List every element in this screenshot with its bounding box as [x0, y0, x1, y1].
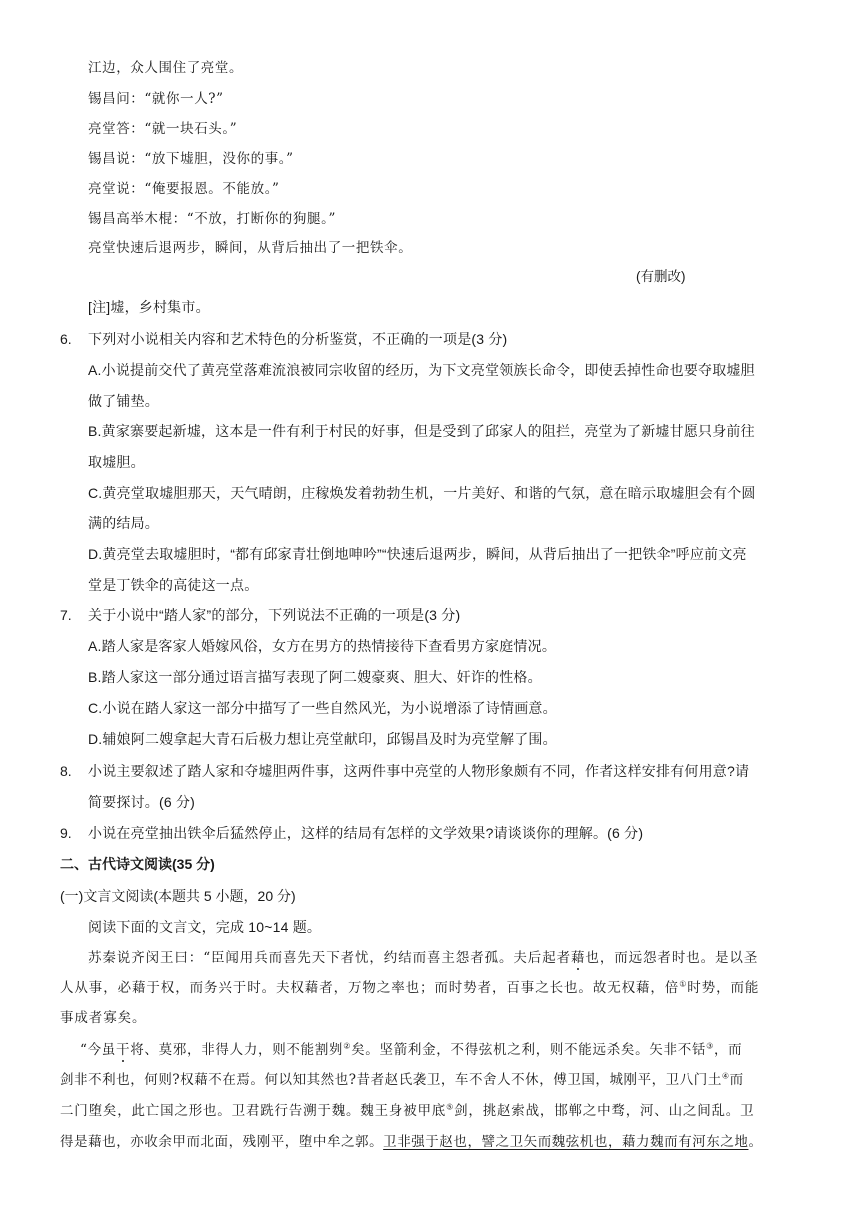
question-number: 7. — [60, 607, 72, 623]
option-c-cont: 满的结局。 — [88, 515, 159, 531]
option-b: B.黄家寨要起新墟，这本是一件有利于村民的好事，但是受到了邱家人的阻拦，亮堂为了新墟甘愿只身前往 — [88, 423, 755, 439]
dotted-char: 藉 — [571, 950, 586, 966]
edit-note: (有删改) — [636, 269, 686, 284]
footnote-marker: ① — [679, 979, 688, 989]
story-line: 亮堂快速后退两步，瞬间，从背后抽出了一把铁伞。 — [88, 240, 413, 256]
option-d-cont: 堂是丁铁伞的高徒这一点。 — [88, 577, 259, 593]
option-c: C.黄亮堂取墟胆那天，天气晴朗，庄稼焕发着勃勃生机，一片美好、和谐的气氛，意在暗示取墟胆会有个圆 — [88, 485, 756, 501]
footnote-marker: ④ — [721, 1071, 730, 1081]
passage-line: 事成者寡矣。 — [60, 1010, 147, 1026]
passage-line: 人从事，必藉于权，而务兴于时。夫权藉者，万物之率也；而时势者，百事之长也。故无权藉，倍①时势，而能 — [60, 979, 760, 996]
story-line: 亮堂说：“俺要报恩。不能放。” — [88, 181, 280, 197]
question-stem: 下列对小说相关内容和艺术特色的分析鉴赏，不正确的一项是(3 分) — [88, 331, 508, 347]
question-stem: 小说主要叙述了踏人家和夺墟胆两件事，这两件事中亮堂的人物形象颇有不同，作者这样安排有何用意?请 — [88, 763, 750, 779]
footnote-marker: ② — [343, 1041, 352, 1051]
dotted-char: 干 — [116, 1042, 131, 1058]
question-stem: 关于小说中“踏人家”的部分，下列说法不正确的一项是(3 分) — [88, 607, 461, 623]
footnote-marker: ⑤ — [446, 1102, 455, 1112]
question-number: 6. — [60, 331, 72, 347]
passage-line: 剑非不利也，何则?权藉不在焉。何以知其然也?昔者赵氏袭卫，车不舍人不休，傅卫国，城刚平，卫八门土④而 — [60, 1071, 744, 1088]
option-a: A.踏人家是客家人婚嫁风俗，女方在男方的热情接待下查看男方家庭情况。 — [88, 638, 557, 654]
passage-line: 得是藉也，亦收余甲而北面，残刚平，堕中牟之郭。卫非强于赵也，譬之卫矢而魏弦机也，藉力魏而有河东之地。 — [60, 1134, 763, 1150]
footnote: [注]墟，乡村集市。 — [88, 299, 210, 315]
question-stem: 小说在亮堂抽出铁伞后猛然停止，这样的结局有怎样的文学效果?请谈谈你的理解。(6 分) — [88, 825, 644, 841]
story-line: 锡昌说：“放下墟胆，没你的事。” — [88, 151, 294, 167]
story-line: 锡昌高举木棍：“不放，打断你的狗腿。” — [88, 211, 336, 227]
underlined-sentence: 卫非强于赵也，譬之卫矢而魏弦机也，藉力魏而有河东之地 — [383, 1134, 749, 1150]
option-a: A.小说提前交代了黄亮堂落难流浪被同宗收留的经历，为下文亮堂领族长命令，即使丢掉性命也要夺取墟胆 — [88, 362, 755, 378]
option-b: B.踏人家这一部分通过语言描写表现了阿二嫂豪爽、胆大、奸诈的性格。 — [88, 669, 542, 685]
passage-line: 二门堕矣，此亡国之形也。卫君跣行告溯于魏。魏王身被甲底⑤剑，挑赵索战，邯郸之中骛，河、山之间乱。卫 — [60, 1102, 755, 1119]
footnote-marker: ③ — [706, 1041, 714, 1051]
question-number: 9. — [60, 825, 72, 841]
section-instruction: 阅读下面的文言文，完成 10~14 题。 — [88, 919, 322, 935]
story-line: 亮堂答：“就一块石头。” — [88, 121, 238, 137]
option-b-cont: 取墟胆。 — [88, 454, 145, 470]
story-line: 锡昌问：“就你一人?” — [88, 91, 224, 107]
option-d: D.黄亮堂去取墟胆时，“都有邱家青壮倒地呻吟”“快速后退两步，瞬间，从背后抽出了一把铁伞”呼应前文亮 — [88, 546, 747, 562]
story-line: 江边，众人围住了亮堂。 — [88, 60, 244, 76]
option-d: D.辅娘阿二嫂拿起大青石后极力想让亮堂献印，邱锡昌及时为亮堂解了围。 — [88, 731, 557, 747]
option-c: C.小说在踏人家这一部分中描写了一些自然风光，为小说增添了诗情画意。 — [88, 700, 557, 716]
section-title: 二、古代诗文阅读(35 分) — [60, 856, 215, 872]
passage-line: 苏秦说齐闵王曰：“臣闻用兵而喜先天下者忧，约结而喜主怨者孤。夫后起者藉也，而远怨者时也。是以圣 — [88, 950, 759, 966]
question-stem-cont: 简要探讨。(6 分) — [88, 794, 195, 810]
option-a-cont: 做了铺垫。 — [88, 393, 159, 409]
question-number: 8. — [60, 763, 72, 779]
section-subtitle: (一)文言文阅读(本题共 5 小题，20 分) — [60, 888, 296, 904]
passage-line: “今虽干将、莫邪，非得人力，则不能割刿②矣。坚箭利金，不得弦机之利，则不能远杀矣。矢非不铦③，而 — [80, 1041, 743, 1058]
